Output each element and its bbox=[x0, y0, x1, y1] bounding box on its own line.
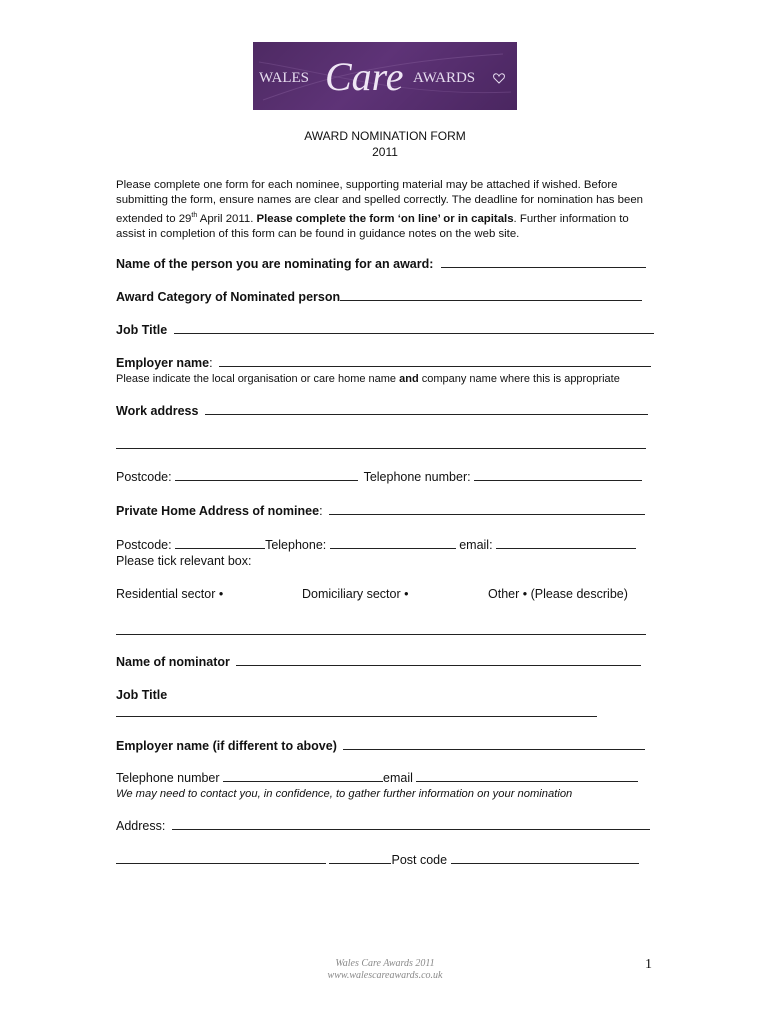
job-title-input[interactable] bbox=[174, 323, 654, 334]
other-bullet-icon[interactable]: • bbox=[522, 587, 528, 601]
nominator-postcode-field: Post code bbox=[116, 853, 639, 867]
work-telephone-input[interactable] bbox=[474, 470, 642, 481]
form-title: AWARD NOMINATION FORM bbox=[304, 129, 466, 143]
nominator-postcode-input[interactable] bbox=[451, 853, 639, 864]
nominator-contact-field: Telephone number email bbox=[116, 771, 638, 785]
private-address-input[interactable] bbox=[329, 504, 645, 515]
nominator-address-field: Address: bbox=[116, 819, 650, 833]
wales-care-awards-logo bbox=[253, 42, 517, 110]
private-postcode-input[interactable] bbox=[175, 538, 265, 549]
logo-graphic bbox=[253, 42, 517, 110]
domiciliary-bullet-icon[interactable]: • bbox=[404, 587, 409, 601]
nominator-email-input[interactable] bbox=[416, 771, 638, 782]
logo-wales: WALES bbox=[259, 70, 309, 86]
work-address-line-2[interactable] bbox=[116, 438, 646, 449]
nominator-address-line-3[interactable] bbox=[329, 853, 391, 864]
residential-bullet-icon[interactable]: • bbox=[218, 587, 224, 601]
nominator-employer-field: Employer name (if different to above) bbox=[116, 739, 645, 753]
job-title-field: Job Title bbox=[116, 323, 654, 337]
work-postcode-field: Postcode: Telephone number: bbox=[116, 470, 642, 484]
intro-paragraph: Please complete one form for each nominee, supporting material may be attached if wished. Before submitting the form, ensure names are clear and spelled correctly. The deadline for nomination has been extended to 29th April 2011. Please complete the form ‘on line’ or in capitals. Further information to assist in completion of this form can be found in guidance notes on the web site. bbox=[116, 179, 644, 240]
nominator-telephone-input[interactable] bbox=[223, 771, 383, 782]
other-describe-line[interactable] bbox=[116, 624, 646, 635]
tick-box-instruction: Please tick relevant box: bbox=[116, 554, 252, 568]
employer-field: Employer name: bbox=[116, 356, 651, 370]
work-address-field: Work address bbox=[116, 404, 648, 418]
heart-icon bbox=[494, 74, 505, 83]
nominee-name-field: Name of the person you are nominating for an award: bbox=[116, 257, 646, 271]
employer-input[interactable] bbox=[219, 356, 651, 367]
work-postcode-input[interactable] bbox=[175, 470, 358, 481]
award-category-input[interactable] bbox=[340, 290, 642, 301]
nominator-name-input[interactable] bbox=[236, 655, 641, 666]
nominator-job-title-input[interactable] bbox=[116, 706, 597, 717]
nominator-address-input[interactable] bbox=[172, 819, 650, 830]
intro-bold: Please complete the form ‘on line’ or in capitals bbox=[256, 212, 514, 225]
private-address-field: Private Home Address of nominee: bbox=[116, 504, 645, 518]
footer-org: Wales Care Awards 2011 bbox=[335, 958, 435, 969]
logo-awards: AWARDS bbox=[413, 70, 476, 86]
nominator-address-line-2[interactable] bbox=[116, 853, 326, 864]
private-telephone-input[interactable] bbox=[330, 538, 456, 549]
work-address-input[interactable] bbox=[205, 404, 648, 415]
contact-note: We may need to contact you, in confidence, to gather further information on your nomination bbox=[116, 788, 573, 800]
nominee-name-input[interactable] bbox=[441, 257, 646, 268]
footer-website: www.walescareawards.co.uk bbox=[327, 970, 443, 981]
private-contact-field: Postcode: Telephone: email: bbox=[116, 538, 636, 552]
option-domiciliary[interactable]: Domiciliary sector • bbox=[302, 587, 409, 601]
private-email-input[interactable] bbox=[496, 538, 636, 549]
employer-note: Please indicate the local organisation or care home name and company name where this is appropriate bbox=[116, 373, 620, 385]
page-number: 1 bbox=[645, 957, 652, 972]
nominator-name-field: Name of nominator bbox=[116, 655, 641, 669]
form-year: 2011 bbox=[372, 145, 398, 159]
option-residential[interactable]: Residential sector • bbox=[116, 587, 224, 601]
nominator-job-title-label: Job Title bbox=[116, 688, 168, 702]
nominator-employer-input[interactable] bbox=[343, 739, 645, 750]
award-category-field: Award Category of Nominated person bbox=[116, 290, 642, 304]
option-other[interactable]: Other • (Please describe) bbox=[488, 587, 628, 601]
logo-care: Care bbox=[325, 54, 404, 99]
